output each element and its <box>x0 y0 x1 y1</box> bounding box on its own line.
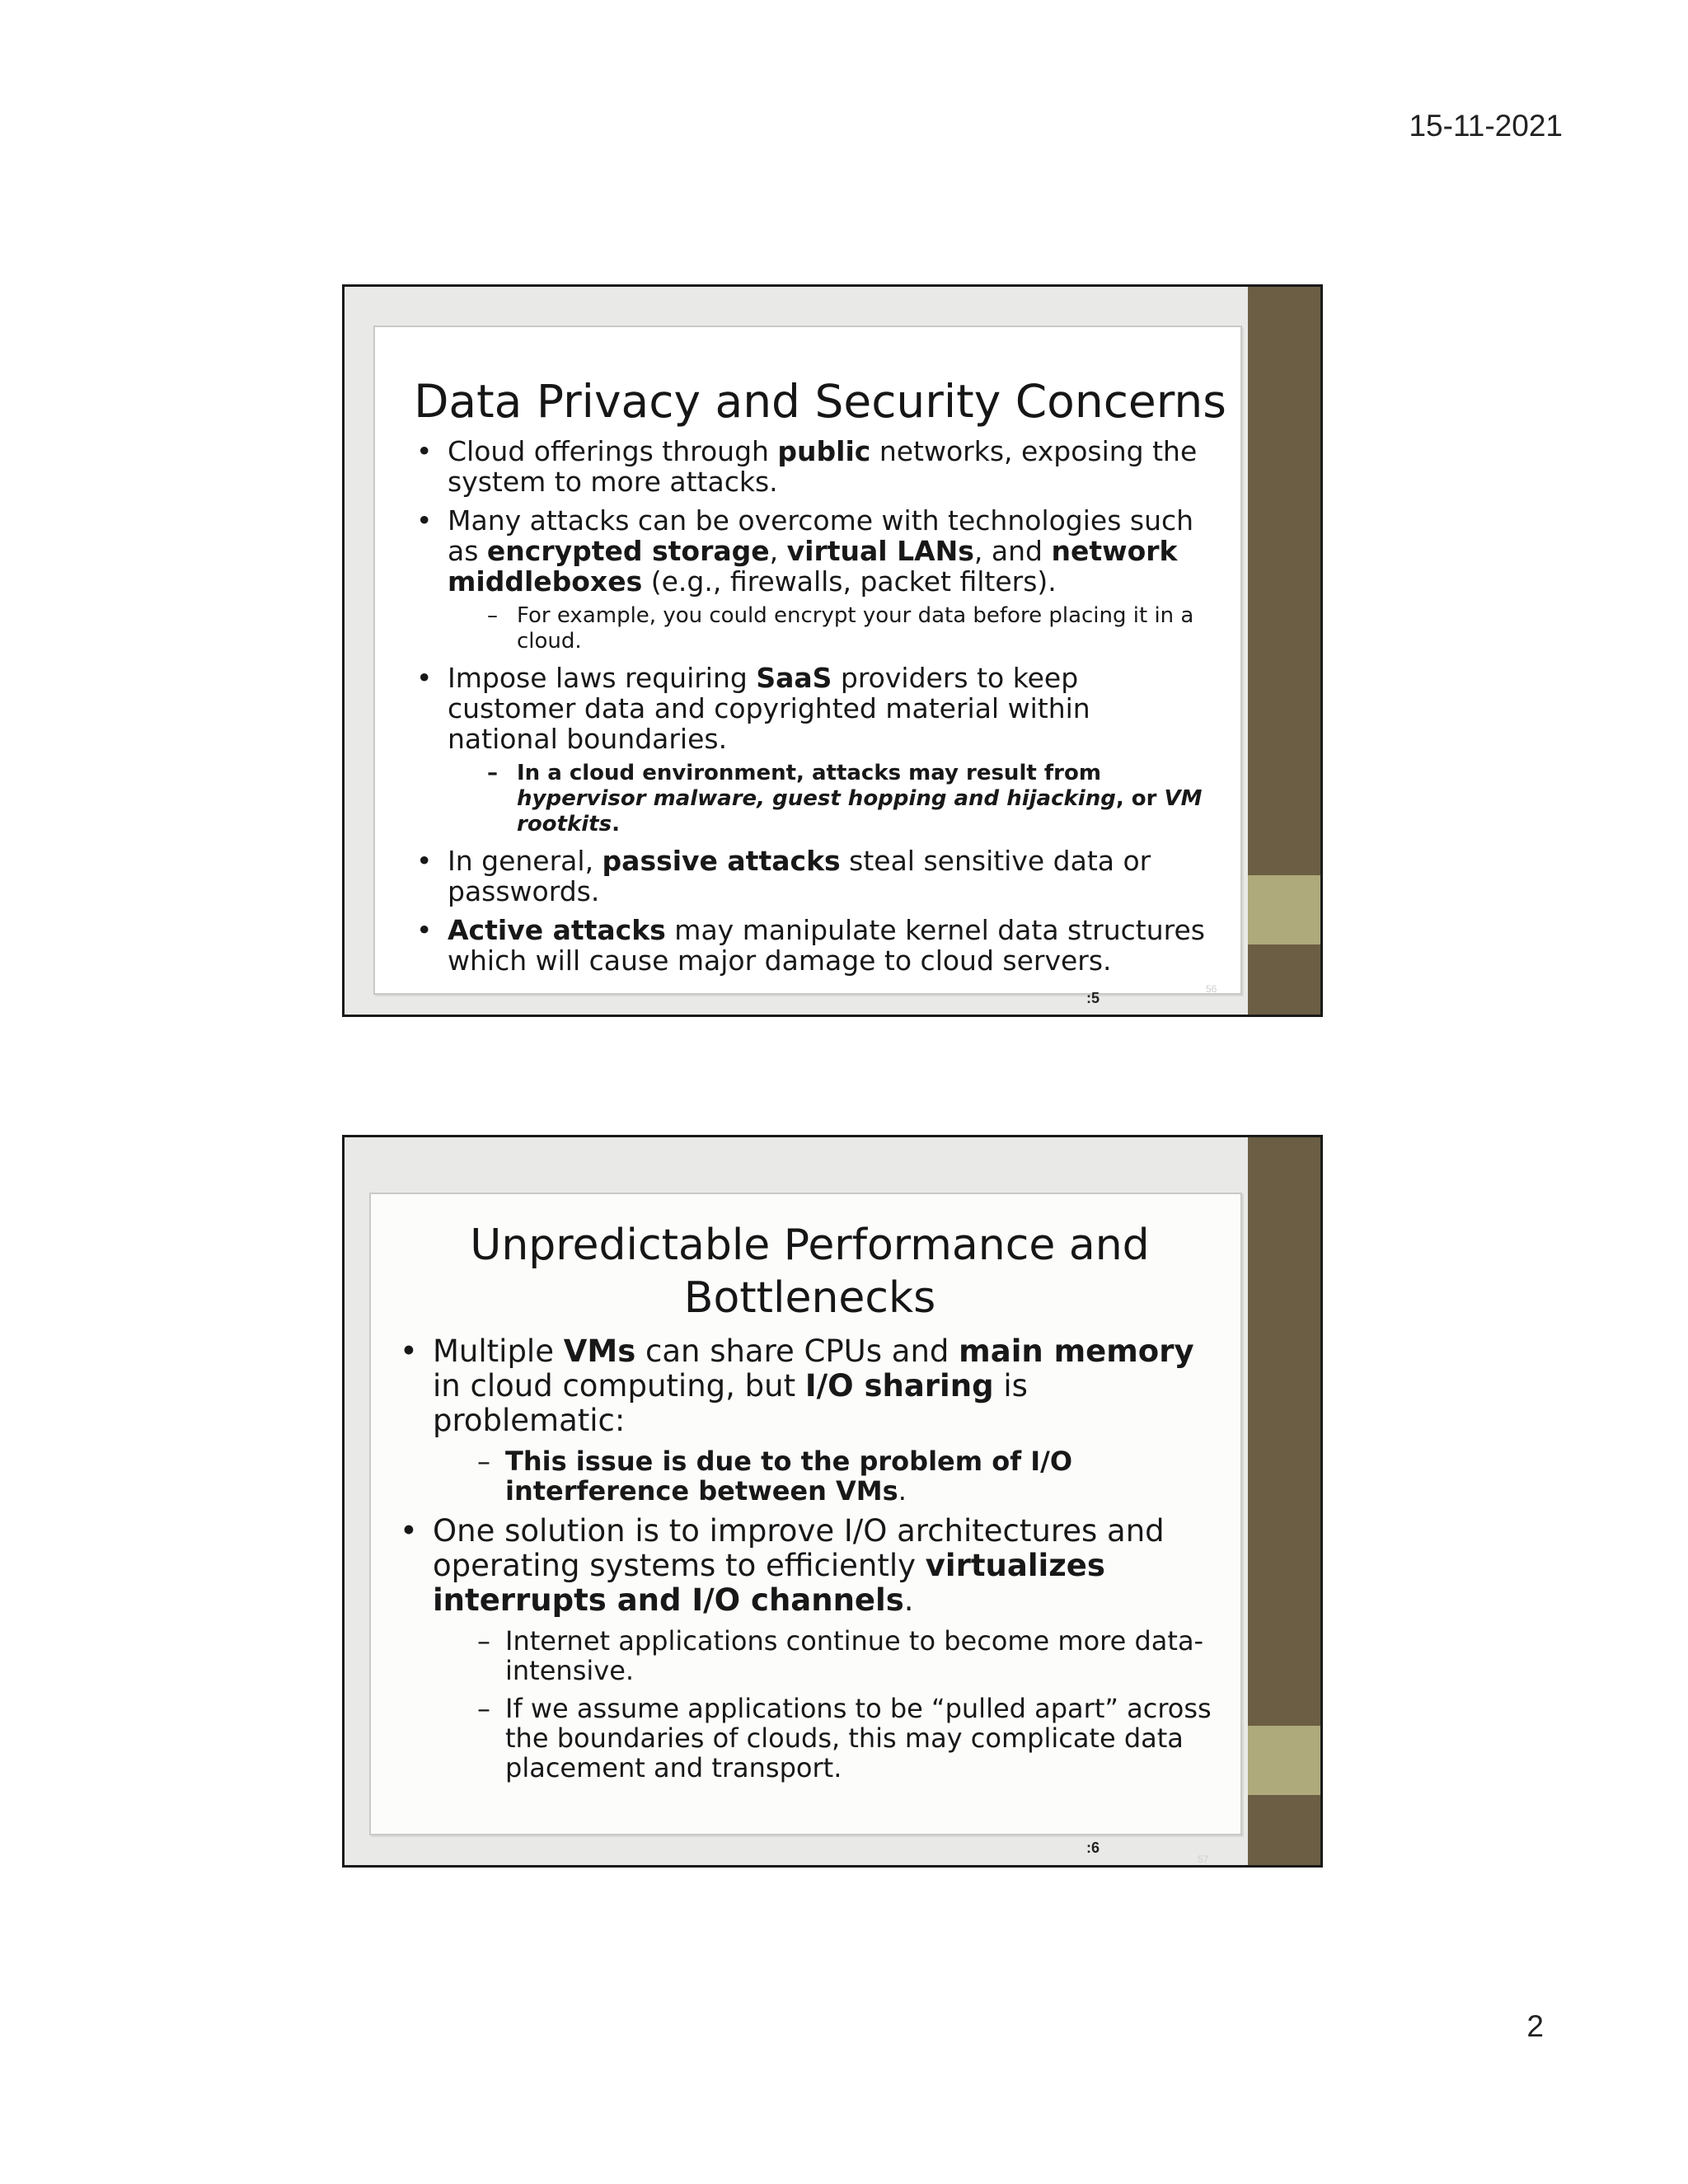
bullet-saas-laws: • Impose laws requiring SaaS providers to keep customer data and copyrighted material within national boundaries. – In a cloud environment, attacks may result from hypervisor malware, guest hopping and hijacking, or VM rootkits. <box>416 663 1207 837</box>
slide-number-faint: 56 <box>1206 983 1217 995</box>
sub-bullet-pulled-apart: – If we assume applications to be “pulled apart” across the boundaries of clouds, this may complicate data placement and transport. <box>433 1694 1216 1783</box>
slide-title: Data Privacy and Security Concerns <box>414 375 1226 428</box>
slide-index-label: :5 <box>1086 990 1100 1006</box>
sub-bullet-cloud-attacks: – In a cloud environment, attacks may result from hypervisor malware, guest hopping and hijacking, or VM rootkits. <box>448 761 1207 837</box>
bullet-io-architectures: • One solution is to improve I/O architectures and operating systems to efficiently virtualizes interrupts and I/O channels. – Internet applications continue to become more data-intensive. – If we assume applications to be “pulled apart” across the boundaries of clouds, this may complicate data placement and transport. <box>400 1514 1216 1783</box>
sub-bullet-encrypt: – For example, you could encrypt your data before placing it in a cloud. <box>448 603 1207 654</box>
page-number: 2 <box>1526 2009 1544 2043</box>
slide-title <box>371 1219 1240 1324</box>
slide-content-panel <box>373 326 1242 995</box>
slide-sidebar-accent <box>1248 1726 1320 1795</box>
sub-bullet-data-intensive: – Internet applications continue to become more data-intensive. <box>433 1626 1216 1685</box>
slide-title-line-2: Bottlenecks <box>683 1273 936 1323</box>
bullet-list <box>400 1334 1216 1783</box>
bullet-list <box>416 436 1207 976</box>
slide-unpredictable-performance <box>342 1135 1323 1868</box>
slide-sidebar-accent <box>1248 875 1320 944</box>
bullet-vm-sharing: • Multiple VMs can share CPUs and main memory in cloud computing, but I/O sharing is problematic: – This issue is due to the problem of I/O interference between VMs. <box>400 1334 1216 1506</box>
slide-content-panel <box>369 1193 1242 1865</box>
sub-bullet-io-interference: – This issue is due to the problem of I/O interference between VMs. <box>433 1446 1216 1506</box>
page-date: 15-11-2021 <box>1409 109 1563 143</box>
bullet-passive-attacks: • In general, passive attacks steal sensitive data or passwords. <box>416 846 1207 907</box>
bullet-technologies: • Many attacks can be overcome with technologies such as encrypted storage, virtual LANs, and network middleboxes (e.g., firewalls, packet filters). – For example, you could encrypt your data before placing it in a cloud. <box>416 505 1207 654</box>
slide-data-privacy <box>342 284 1323 1017</box>
bullet-active-attacks: • Active attacks may manipulate kernel data structures which will cause major damage to cloud servers. <box>416 915 1207 976</box>
slide-number-faint: 57 <box>1198 1854 1209 1865</box>
slide-index-label: :6 <box>1086 1840 1100 1856</box>
slide-title-line-1: Unpredictable Performance and <box>470 1221 1150 1270</box>
bullet-public-networks: • Cloud offerings through public networks, exposing the system to more attacks. <box>416 436 1207 497</box>
